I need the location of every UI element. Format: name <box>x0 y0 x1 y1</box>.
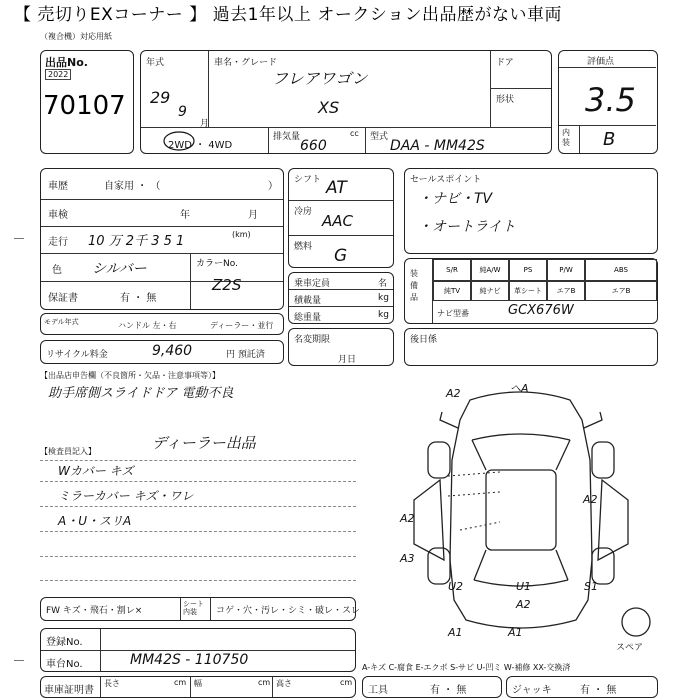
inspector-line-2: ミラーカバー キズ・ワレ <box>58 489 194 503</box>
score-value: 3.5 <box>585 81 636 119</box>
lot-label: 出品No. <box>45 56 88 69</box>
chassis-value: MM42S - 110750 <box>130 652 249 668</box>
cert-height-unit: cm <box>340 678 353 687</box>
year-month-unit: 月 <box>200 119 210 129</box>
mark-a1-left: A1 <box>448 626 463 639</box>
equip-label: 装備品 <box>410 269 418 302</box>
equip-aw: 純A/W <box>471 259 509 281</box>
seller-notes-text: 助手席側スライドドア 電動不良 <box>48 386 234 401</box>
handle-value: ハンドル 左・右 <box>118 321 177 330</box>
colorno-value: Z2S <box>212 276 242 294</box>
inspection-label: 車検 <box>48 210 68 221</box>
mileage-unit: (km) <box>232 230 251 239</box>
car-damage-diagram <box>400 380 660 660</box>
chassis-label: 車台No. <box>46 659 83 670</box>
model-label: 型式 <box>370 132 389 142</box>
name-change-unit: 月日 <box>338 355 357 365</box>
damage-legend: A-キズ C-腐食 E-エクボ S-サビ U-凹ミ W-補修 XX-交換済 <box>362 663 571 672</box>
name-label: 車名・グレード <box>214 58 278 68</box>
jack-value: 有 ・ 無 <box>580 685 617 696</box>
displacement-value: 660 <box>300 138 327 154</box>
capacity-label-1: 乗車定員 <box>294 279 331 289</box>
equip-sr: S/R <box>433 259 471 281</box>
fuel-label: 燃料 <box>294 242 313 252</box>
ac-label: 冷房 <box>294 207 313 217</box>
inspector-dealer: ディーラー出品 <box>152 434 256 452</box>
mark-a2-top-left: A2 <box>446 387 461 400</box>
capacity-unit-2: kg <box>378 293 389 303</box>
score-label: 評価点 <box>587 57 615 67</box>
capacity-label-3: 総重量 <box>294 313 322 323</box>
inspector-label: 【検査員記入】 <box>40 447 96 456</box>
sales-point-label: セールスポイント <box>410 175 482 185</box>
later-docs-block <box>404 328 658 366</box>
mark-a2-rear: A2 <box>516 598 531 611</box>
history-label: 車歴 <box>48 181 68 192</box>
equip-leather: 革シート <box>509 281 547 301</box>
equip-airbag-2: エアB <box>585 281 657 301</box>
cert-length: 長さ <box>104 679 120 688</box>
inspector-line-1: Wカバー キズ <box>58 464 134 478</box>
displacement-unit: cc <box>350 129 359 138</box>
damage-text: コゲ・穴・汚レ・シミ・破レ・スレ <box>216 606 361 616</box>
lot-number: 70107 <box>43 91 126 121</box>
color-label: 色 <box>52 265 62 276</box>
year-value: 29 <box>150 88 171 107</box>
interior-label: 内装 <box>562 128 570 147</box>
mark-u2: U2 <box>448 580 464 593</box>
recycle-label: リサイクル料金 <box>46 350 108 360</box>
mileage-value: 10 万 2千 3 5 1 <box>88 234 185 249</box>
equip-pw: P/W <box>547 259 585 281</box>
door-label: ドア <box>496 58 514 68</box>
inspection-year: 年 <box>180 210 190 221</box>
drive-options: 2WD ・ 4WD <box>168 140 233 151</box>
lot-year-tag: 2022 <box>45 69 71 80</box>
registration-label: 登録No. <box>46 637 83 648</box>
mark-a2-right: A2 <box>583 493 598 506</box>
recycle-value: 9,460 <box>152 343 193 359</box>
model-value: DAA - MM42S <box>390 138 485 154</box>
fuel-value: G <box>334 246 348 266</box>
navi-model-value: GCX676W <box>508 303 574 318</box>
ac-value: AAC <box>322 212 353 230</box>
mark-u1: U1 <box>516 580 532 593</box>
interior-value: B <box>603 129 616 150</box>
lot-box <box>40 50 134 154</box>
drive-circle-mark <box>162 130 196 152</box>
car-grade: XS <box>318 98 340 117</box>
mileage-label: 走行 <box>48 237 68 248</box>
spare-label: スペア <box>616 643 644 653</box>
inspection-month: 月 <box>248 210 258 221</box>
shift-label: シフト <box>294 175 322 185</box>
warranty-value: 有 ・ 無 <box>120 293 157 304</box>
history-end: ） <box>268 181 278 192</box>
shape-label: 形状 <box>496 95 515 105</box>
mark-a2-left: A2 <box>400 512 415 525</box>
year-label: 年式 <box>146 58 165 68</box>
mark-a1-right: A1 <box>508 626 523 639</box>
cert-width: 幅 <box>194 679 202 688</box>
punch-mark-top <box>14 238 24 239</box>
fw-text: FW キズ・飛石・割レ× <box>46 606 143 616</box>
cert-height: 高さ <box>276 679 292 688</box>
year-month: 9 <box>178 104 187 120</box>
seller-notes-label: 【出品店申告欄（不良箇所・欠品・注意事項等）】 <box>40 371 220 380</box>
seat-label: シート内装 <box>183 600 204 616</box>
warranty-label: 保証書 <box>48 293 78 304</box>
top-note: （複合機）対応用紙 <box>40 32 112 41</box>
punch-mark-bottom <box>14 660 24 661</box>
color-value: シルバー <box>92 261 147 277</box>
later-docs-label: 後日係 <box>410 335 438 345</box>
score-box <box>558 50 658 154</box>
cert-label: 車庫証明書 <box>44 685 94 696</box>
navi-model-label: ナビ型番 <box>437 309 469 318</box>
dealer-value: ディーラー・並行 <box>210 321 274 330</box>
capacity-label-2: 積載量 <box>294 296 322 306</box>
mark-s1: S1 <box>584 580 598 593</box>
shift-value: AT <box>326 178 347 198</box>
displacement-label: 排気量 <box>273 132 301 142</box>
tools-value: 有 ・ 無 <box>430 685 467 696</box>
name-change-label: 名変期限 <box>294 335 331 345</box>
banner-title: 【 売切りEXコーナー 】 過去1年以上 オークション出品歴がない車両 <box>14 5 562 25</box>
recycle-unit: 円 預託済 <box>226 350 265 360</box>
colorno-label: カラーNo. <box>196 259 238 269</box>
mark-a3-left: A3 <box>400 552 415 565</box>
mark-top: ヘA <box>510 382 529 395</box>
history-value: 自家用 ・ （ <box>104 181 161 192</box>
sales-point-item-1: ・ナビ・TV <box>418 191 493 207</box>
cert-width-unit: cm <box>258 678 271 687</box>
jack-label: ジャッキ <box>512 685 552 696</box>
cert-length-unit: cm <box>174 678 187 687</box>
tools-label: 工具 <box>368 685 388 696</box>
model-year-label: モデル年式 <box>44 318 79 326</box>
inspector-line-3: A・U・スリA <box>58 514 132 528</box>
equip-ps: PS <box>509 259 547 281</box>
equip-navi: 純ナビ <box>471 281 509 301</box>
car-name: フレアワゴン <box>272 69 368 88</box>
sales-point-item-2: ・オートライト <box>418 219 516 235</box>
equip-tv: 純TV <box>433 281 471 301</box>
equip-abs: ABS <box>585 259 657 281</box>
equip-airbag-1: エアB <box>547 281 585 301</box>
capacity-unit-3: kg <box>378 310 389 320</box>
capacity-unit-1: 名 <box>378 279 388 289</box>
